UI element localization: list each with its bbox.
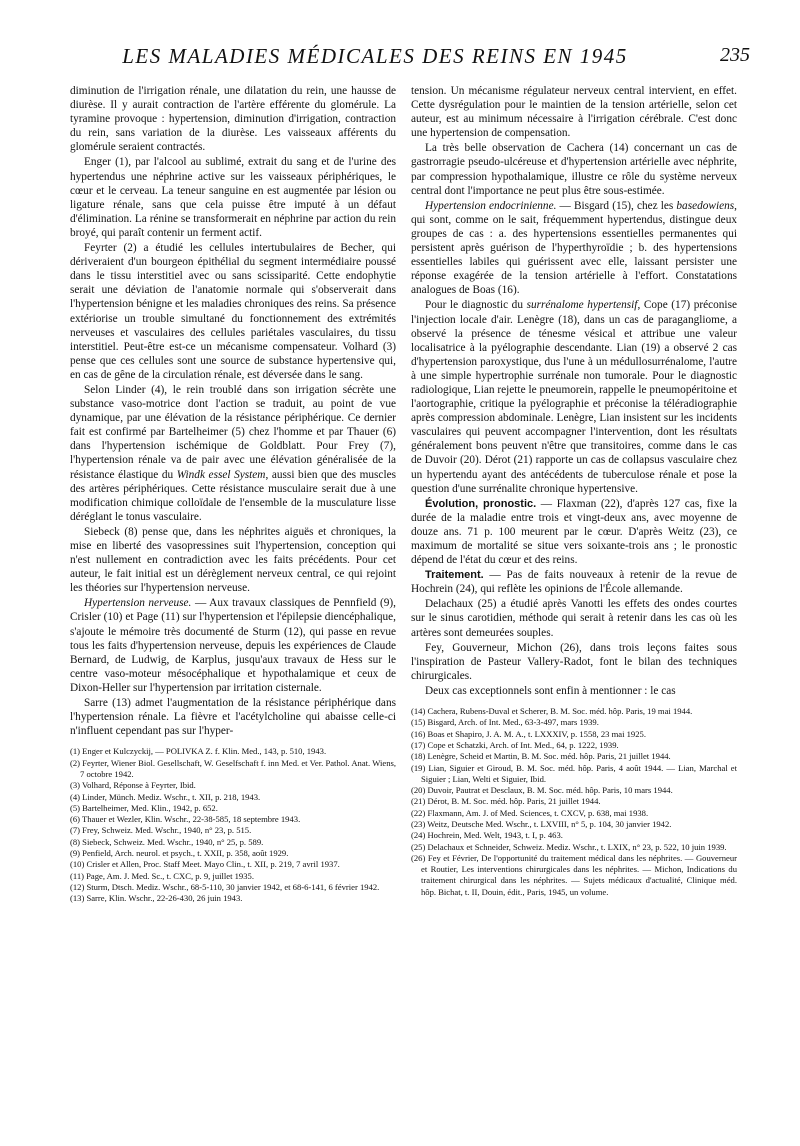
paragraph [411, 568, 737, 596]
footnote: (5) Bartelheimer, Med. Klin., 1942, p. 652. [70, 802, 218, 813]
text-run: — Bisgard (15), chez les [556, 199, 677, 212]
footnote: (1) Enger et Kulczyckij, — POLIVKA Z. f. Klin. Med., 143, p. 510, 1943. [70, 746, 327, 757]
footnote: (23) Weitz, Deutsche Med. Wschr., t. LXVIII, n° 5, p. 104, 30 janvier 1942. [411, 819, 672, 829]
text-run: — Pas de faits nouveaux à retenir de la revue de Hochrein (24), qui reflète les opinions de l'École allemande. [411, 569, 737, 596]
section-heading: Hypertension endocrinienne. [425, 199, 557, 212]
footnote: (2) Feyrter, Wiener Biol. Gesellschaft, W. Geselfschaft f. inn Med. et Ver. Pathol. Anat. Wiens, 7 octobre 1942. [70, 757, 396, 779]
text-run: , aussi bien que des muscles des artères périphériques. Cette résistance musculaire serait due à une modification chimique colloïdale de l'ensemble de la musculature lisse déréglant le tonus vasculaire. [70, 468, 396, 523]
text-run: , Cope (17) préconise l'injection locale d'air. Lenègre (18), dans un cas de paragangliome, a observé la présence de ténesme vésical et attribue une valeur localisatrice à la pyélographie descendante. Lian (19) a observé 2 cas d'hypertension paroxystique, dus l'une à un médullosurrénalome, l'autre à une simple hypertrophie surrénale non tumorale. Pour le diagnostic radiologique, Lian rejette le pneumorein, rappelle le pneumopéritoine et l'aortographie, critique la pyélographie et préconise la téléradiographie après compression abdominale. Lenègre, Lian insistent sur les incidents vasculaires qui peuvent accompagner l'intervention, dont les résultats généralement bons peuvent n'être que transitoires, comme dans le cas de Duvoir (20). Dérot (21) rapporte un cas de collapsus vasculaire chez un hypertendu ayant des antécédents de tuberculose rénale et pose la question d'une surrénalite chronique hypertensive. [411, 299, 737, 495]
footnote: (7) Frey, Schweiz. Med. Wschr., 1940, n° 23, p. 515. [70, 825, 252, 836]
paragraph: Enger (1), par l'alcool au sublimé, extrait du sang et de l'urine des hypertendus une néphrine active sur les vaisseaux périphériques, le cœur et le cerveau. La teneur sanguine en est augmentée par lésion ou ligature rénale, sans que cela puisse être imputé à un défaut d'élimination. La rénine se transformerait en néphrine par action du rein broyé, qui paraît contenir un ferment actif. [70, 156, 396, 239]
paragraph [411, 298, 737, 495]
paragraph: Sarre (13) admet l'augmentation de la résistance périphérique dans l'hypertension rénale. La fièvre et l'acétylcholine qui abaisse celle-ci n'influent cependant pas sur l'hyper- [70, 697, 396, 738]
emphasis: surrénalome hypertensif [526, 299, 638, 312]
paragraph [411, 199, 737, 298]
footnote: (9) Penfield, Arch. neurol. et psych., t. XXII, p. 358, août 1929. [70, 847, 289, 858]
paragraph: Delachaux (25) a étudié après Vanotti les effets des ondes courtes sur le sinus carotidien, méthode qui serait à retenir dans les cas où les artères sont demeurées souples. [411, 598, 737, 639]
footnote: (24) Hochrein, Med. Welt, 1943, t. I, p. 463. [411, 830, 563, 841]
footnote: (17) Cope et Schatzki, Arch. of Int. Med., 64, p. 1222, 1939. [411, 739, 619, 750]
right-column [411, 84, 737, 898]
text-run: — Aux travaux classiques de Pennfield (9), Crisler (10) et Page (11) sur l'hypertension et l'épilepsie diencéphalique, s'ajoute le mémoire très documenté de Sturm (12), qui passe en revue tous les faits d'hypertension nerveuse, depuis les expériences de Claude Bernard, de Ludwig, de Karplus, jusqu'aux travaux de Hess sur le centre vaso-moteur mésocéphalique et hypothalamique et ceux de Dixon-Heller sur l'hypertension par irritation cisternale. [70, 597, 396, 694]
section-heading: Hypertension nerveuse. [84, 597, 192, 610]
emphasis: Windk essel System [176, 468, 266, 481]
text-run: — Flaxman (22), d'après 127 cas, fixe la durée de la maladie entre trois et vingt-deux ans, avec moyenne de douze ans. 71 p. 100 meurent par le cœur. D'après Weitz (23), ce maximum de mortalité se situe vers soixante-trois ans ; le pronostic dépend de l'état du cœur et des reins. [411, 497, 738, 567]
paragraph: diminution de l'irrigation rénale, une dilatation du rein, une hausse de diurèse. Il y aurait contraction de l'artère efférente du glomérule. La tyramine provoque : hypertension, diminution d'irrigation, contraction du rein, sans variation de la diurèse. Les vaisseaux afférents du glomérule seraient contractés. [70, 85, 396, 154]
footnote: (10) Crisler et Allen, Proc. Staff Meet. Mayo Clin., t. XII, p. 219, 7 avril 1937. [70, 859, 340, 870]
section-heading: Traitement. [425, 569, 484, 582]
footnote: (13) Sarre, Klin. Wschr., 22-26-430, 26 juin 1943. [70, 893, 243, 904]
footnote: (11) Page, Am. J. Med. Sc., t. CXC, p. 9, juillet 1935. [70, 870, 254, 881]
footnote: (15) Bisgard, Arch. of Int. Med., 63-3-497, mars 1939. [411, 717, 599, 728]
page-header [60, 44, 750, 74]
footnote: (21) Dérot, B. M. Soc. méd. hôp. Paris, 21 juillet 1944. [411, 796, 601, 807]
paragraph: Deux cas exceptionnels sont enfin à mentionner : le cas [425, 684, 676, 697]
paragraph: Feyrter (2) a étudié les cellules intertubulaires de Becher, qui dériveraient d'un bourgeon épithélial du segment intermédiaire poussé dans le tissu interstitiel avec ou sans scissiparité. Cette endophytie serait une déviation de l'anatomie normale qui s'observerait dans l'hypertension bénigne et les maladies chroniques des reins. Sa présence extériorise un trouble simultané du fonctionnement des extrémités nerveuses et vasculaires des cellules pariétales vasculaires, du tissu interstitiel. Peut-être est-ce un mécanisme compensateur. Volhard (3) pense que ces cellules sont une source de substance hypertensive qui, en cas de gêne de la circulation rénale, est déversée dans le sang. [70, 242, 396, 381]
footnote: (22) Flaxmann, Am. J. of Med. Sciences, t. CXCV, p. 638, mai 1938. [411, 807, 649, 818]
running-title: LES MALADIES MÉDICALES DES REINS EN 1945 [122, 44, 628, 68]
footnote: (26) Fey et Février, De l'opportunité du traitement médical dans les néphrites. — Gouverneur et Routier, Les interventions chirurgicales dans les néphrites. — Michon, Indications du traitement chirurgical dans les néphrites. — Sujets médicaux d'actualité, Clinique méd. hôp. Bichat, t. II, Douin, édit., Paris, 1945, un volume. [411, 852, 737, 897]
footnote: (8) Siebeck, Schweiz. Med. Wschr., 1940, n° 25, p. 589. [70, 836, 264, 847]
paragraph: La très belle observation de Cachera (14) concernant un cas de gastrorragie pseudo-ulcéreuse et d'hypertension artérielle avec néphrite, par compression hypothalamique, illustre ce rôle du système nerveux central dont l'importance ne peut plus être sous-estimée. [411, 142, 737, 197]
paragraph [70, 383, 396, 524]
footnote: (12) Sturm, Dtsch. Mediz. Wschr., 68-5-110, 30 janvier 1942, et 68-6-141, 6 février 1942. [70, 881, 380, 892]
footnote: (20) Duvoir, Pautrat et Desclaux, B. M. Soc. méd. hôp. Paris, 10 mars 1944. [411, 785, 673, 796]
paragraph: Siebeck (8) pense que, dans les néphrites aiguës et chroniques, la mise en liberté des vasopressines suit l'hypertension, conception qui n'est nullement en contradiction avec les faits précédents. Pour cet auteur, le fait initial est un dérèglement nerveux central, ce qui rejoint les théories sur l'hypertension nerveuse. [70, 525, 396, 595]
paragraph [70, 596, 396, 695]
paragraph: Fey, Gouverneur, Michon (26), dans trois leçons faites sous l'inspiration de Pasteur Vallery-Radot, font le bilan des techniques chirurgicales. [411, 641, 737, 682]
paragraph: tension. Un mécanisme régulateur nerveux central intervient, en effet. Cette dysrégulation pour le maintien de la tension artérielle, selon cet auteur, est au minimum nécessaire à l'irrigation cérébrale. C'est donc une hypertension de compensation. [411, 85, 737, 140]
text-run: Selon Linder (4), le rein troublé dans son irrigation sécrète une substance vaso-motrice dont l'action se traduit, au point de vue dynamique, par une élévation de la résistance périphérique. Ce dernier fait est confirmé par Bartelheimer (5) chez l'homme et par Thauer (6) dans l'hypertension ischémique de Goldblatt. Pour Frey (7), l'hypertension rénale va de pair avec une élévation généralisée de la résistance élastique du [70, 383, 396, 481]
emphasis: basedowiens [676, 199, 735, 212]
footnotes-left [70, 746, 396, 904]
footnote: (6) Thauer et Wezler, Klin. Wschr., 22-38-585, 18 septembre 1943. [70, 814, 301, 825]
footnote: (14) Cachera, Rubens-Duval et Scherer, B. M. Soc. méd. hôp. Paris, 19 mai 1944. [411, 706, 693, 717]
page-number: 235 [720, 44, 750, 66]
text-run: Pour le diagnostic du [425, 299, 527, 312]
footnote: (3) Volhard, Réponse à Feyrter, Ibid. [70, 780, 196, 791]
footnote: (25) Delachaux et Schneider, Schweiz. Mediz. Wschr., t. LXIX, n° 23, p. 522, 10 juin 1939. [411, 841, 727, 852]
footnotes-right [411, 706, 737, 898]
left-column [70, 84, 396, 904]
section-heading: Évolution, pronostic. [425, 497, 537, 510]
text-run: , qui sont, comme on le sait, fréquemment hypertendus, distingue deux groupes de cas : a. des hypertensions essentielles permanentes qui persistent après guérison de l'hyperthyroïdie ; b. des hypertensions essentielles labiles qui guérissent avec elle, laissant persister une réponse exagérée de la tension artérielle à l'effort. Constatations analogues de Boas (16). [411, 199, 737, 297]
footnote: (16) Boas et Shapiro, J. A. M. A., t. LXXXIV, p. 1558, 23 mai 1925. [411, 728, 646, 739]
footnote: (18) Lenègre, Scheid et Martin, B. M. Soc. méd. hôp. Paris, 21 juillet 1944. [411, 751, 671, 762]
footnote: (19) Lian, Siguier et Giroud, B. M. Soc. méd. hôp. Paris, 4 août 1944. — Lian, Marchal et Siguier ; Lian, Welti et Siguier, Ibid. [411, 762, 737, 784]
paragraph [411, 497, 737, 567]
footnote: (4) Linder, Münch. Mediz. Wschr., t. XII, p. 218, 1943. [70, 791, 261, 802]
